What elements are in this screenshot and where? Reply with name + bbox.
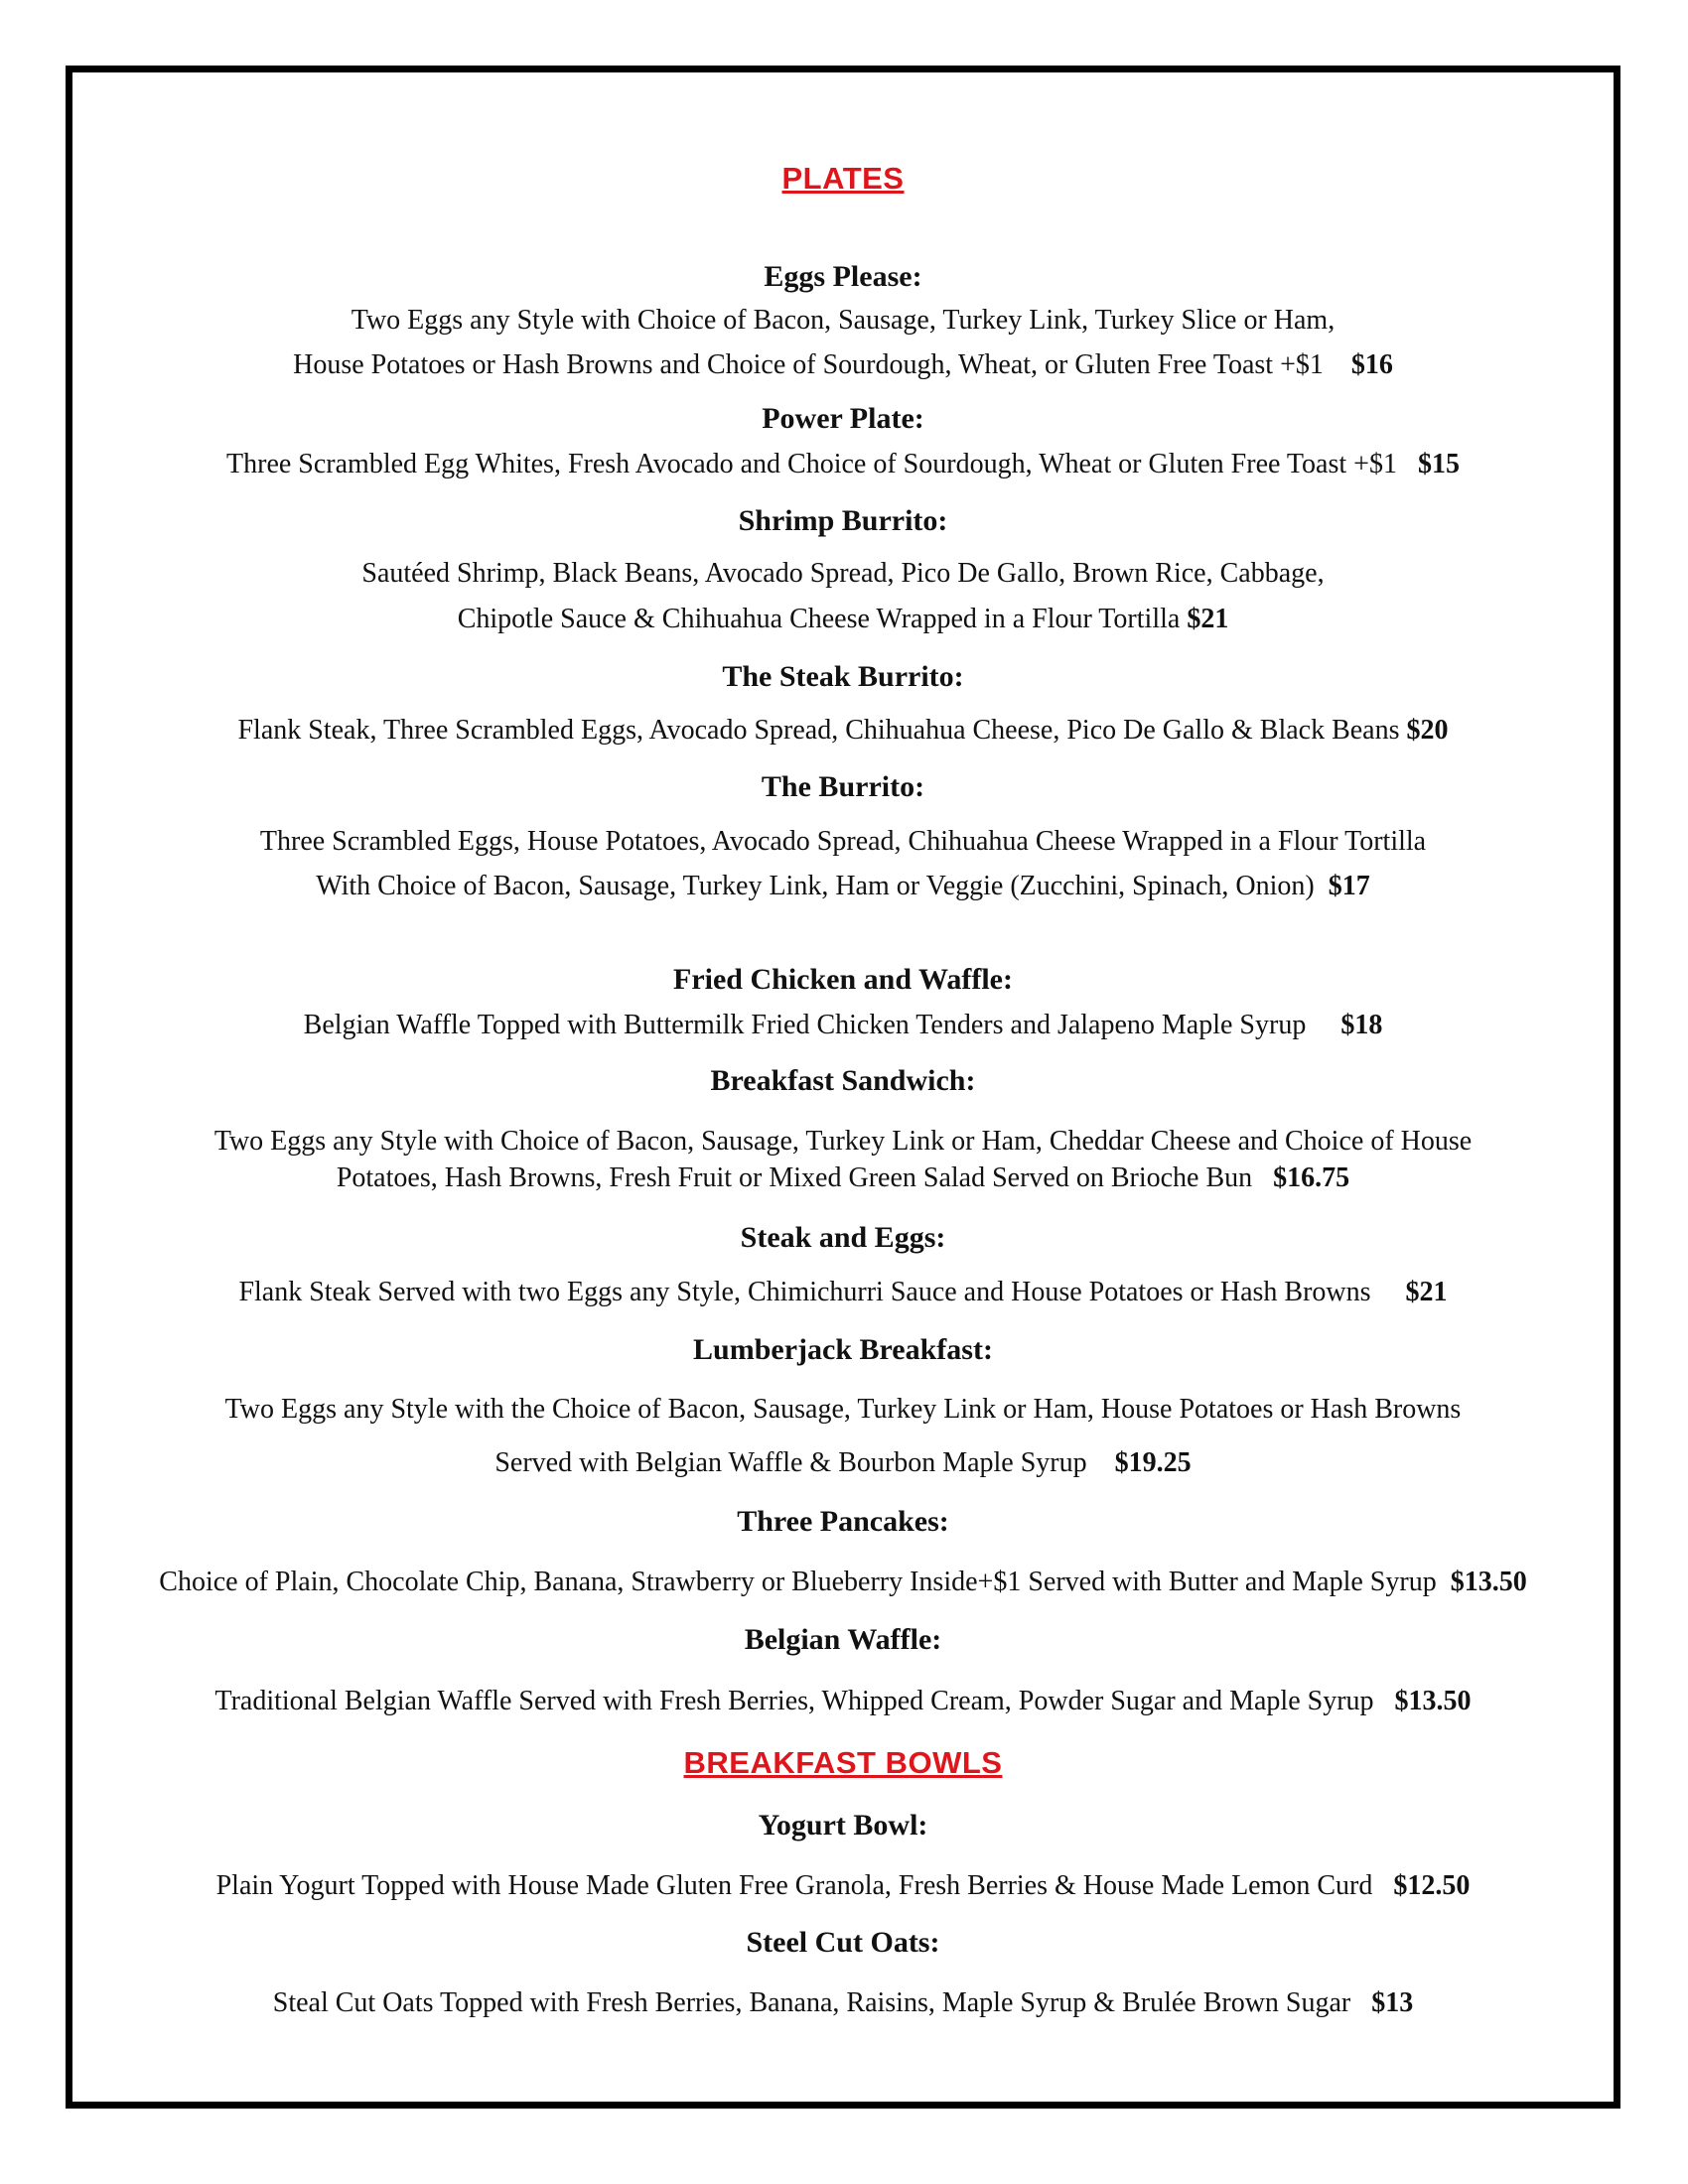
- item-description-text: Plain Yogurt Topped with House Made Gluten Free Granola, Fresh Berries & House Made Lemon Curd: [215, 1870, 1373, 1901]
- item-name: Steel Cut Oats:: [746, 1926, 940, 1959]
- item-description: [66, 1447, 1620, 1479]
- item-price: $19.25: [1114, 1447, 1192, 1478]
- item-name: Fried Chicken and Waffle:: [673, 963, 1013, 996]
- item-description-text: Steal Cut Oats Topped with Fresh Berries, Banana, Raisins, Maple Syrup & Brulée Brown Sugar: [272, 1987, 1351, 2018]
- item-name: Yogurt Bowl:: [758, 1809, 928, 1842]
- item-description-text: Chipotle Sauce & Chihuahua Cheese Wrapped in a Flour Tortilla: [457, 604, 1181, 634]
- item-name: Shrimp Burrito:: [738, 504, 948, 537]
- item-description: [66, 1987, 1620, 2019]
- item-name: Three Pancakes:: [737, 1505, 949, 1538]
- item-description-text: Three Scrambled Egg Whites, Fresh Avocado and Choice of Sourdough, Wheat or Gluten Free Toast +$1: [226, 449, 1397, 479]
- item-price: $12.50: [1393, 1870, 1471, 1901]
- item-description: [66, 715, 1620, 747]
- item-description: [66, 871, 1620, 902]
- item-price: $17: [1328, 871, 1370, 901]
- item-description-text: Flank Steak, Three Scrambled Eggs, Avocado Spread, Chihuahua Cheese, Pico De Gallo & Black Beans: [237, 715, 1400, 746]
- item-description: [66, 1567, 1620, 1598]
- item-description: [66, 1870, 1620, 1902]
- item-name: Steak and Eggs:: [740, 1221, 946, 1254]
- item-price: $13.50: [1450, 1567, 1527, 1597]
- item-price: $13: [1371, 1987, 1414, 2018]
- item-description-text: Choice of Plain, Chocolate Chip, Banana, Strawberry or Blueberry Inside+$1 Served with Butter and Maple Syrup: [159, 1567, 1437, 1597]
- item-price: $21: [1187, 604, 1229, 634]
- item-name: Belgian Waffle:: [744, 1623, 942, 1656]
- item-description: [66, 349, 1620, 381]
- item-description: Two Eggs any Style with the Choice of Bacon, Sausage, Turkey Link or Ham, House Potatoes or Hash Browns: [224, 1394, 1462, 1425]
- item-price: $15: [1417, 449, 1460, 479]
- item-name: The Burrito:: [761, 770, 925, 803]
- item-description: Sautéed Shrimp, Black Beans, Avocado Spread, Pico De Gallo, Brown Rice, Cabbage,: [361, 558, 1325, 589]
- item-price: $16: [1350, 349, 1393, 380]
- section-heading-plates: PLATES: [781, 161, 905, 196]
- item-description-text: House Potatoes or Hash Browns and Choice of Sourdough, Wheat, or Gluten Free Toast +$1: [293, 349, 1324, 380]
- item-name: The Steak Burrito:: [722, 660, 964, 693]
- item-description: Two Eggs any Style with Choice of Bacon, Sausage, Turkey Link or Ham, Cheddar Cheese and Choice of House: [213, 1126, 1473, 1157]
- item-name: Power Plate:: [762, 402, 924, 435]
- item-description: [66, 449, 1620, 480]
- item-description: [66, 1277, 1620, 1308]
- section-heading-breakfast-bowls: BREAKFAST BOWLS: [683, 1745, 1003, 1780]
- item-price: $18: [1340, 1010, 1383, 1040]
- item-price: $21: [1405, 1277, 1448, 1307]
- item-description: [66, 1686, 1620, 1717]
- item-price: $16.75: [1273, 1162, 1350, 1193]
- item-description-text: Traditional Belgian Waffle Served with Fresh Berries, Whipped Cream, Powder Sugar and Maple Syrup: [214, 1686, 1374, 1716]
- item-description-text: Potatoes, Hash Browns, Fresh Fruit or Mixed Green Salad Served on Brioche Bun: [336, 1162, 1253, 1193]
- item-price: $20: [1406, 715, 1449, 746]
- item-description: [66, 604, 1620, 635]
- item-description-text: Served with Belgian Waffle & Bourbon Maple Syrup: [494, 1447, 1087, 1478]
- item-description-text: With Choice of Bacon, Sausage, Turkey Link, Ham or Veggie (Zucchini, Spinach, Onion): [316, 871, 1315, 901]
- item-description-text: Belgian Waffle Topped with Buttermilk Fried Chicken Tenders and Jalapeno Maple Syrup: [303, 1010, 1307, 1040]
- item-description-text: Flank Steak Served with two Eggs any Style, Chimichurri Sauce and House Potatoes or Hash Browns: [238, 1277, 1371, 1307]
- item-price: $13.50: [1394, 1686, 1472, 1716]
- item-description: Two Eggs any Style with Choice of Bacon, Sausage, Turkey Link, Turkey Slice or Ham,: [351, 305, 1336, 336]
- item-description: Three Scrambled Eggs, House Potatoes, Avocado Spread, Chihuahua Cheese Wrapped in a Flour Tortilla: [259, 826, 1427, 857]
- item-description: [66, 1010, 1620, 1041]
- item-name: Breakfast Sandwich:: [710, 1064, 976, 1097]
- item-name: Eggs Please:: [764, 260, 922, 293]
- item-description: [66, 1162, 1620, 1194]
- item-name: Lumberjack Breakfast:: [693, 1333, 993, 1366]
